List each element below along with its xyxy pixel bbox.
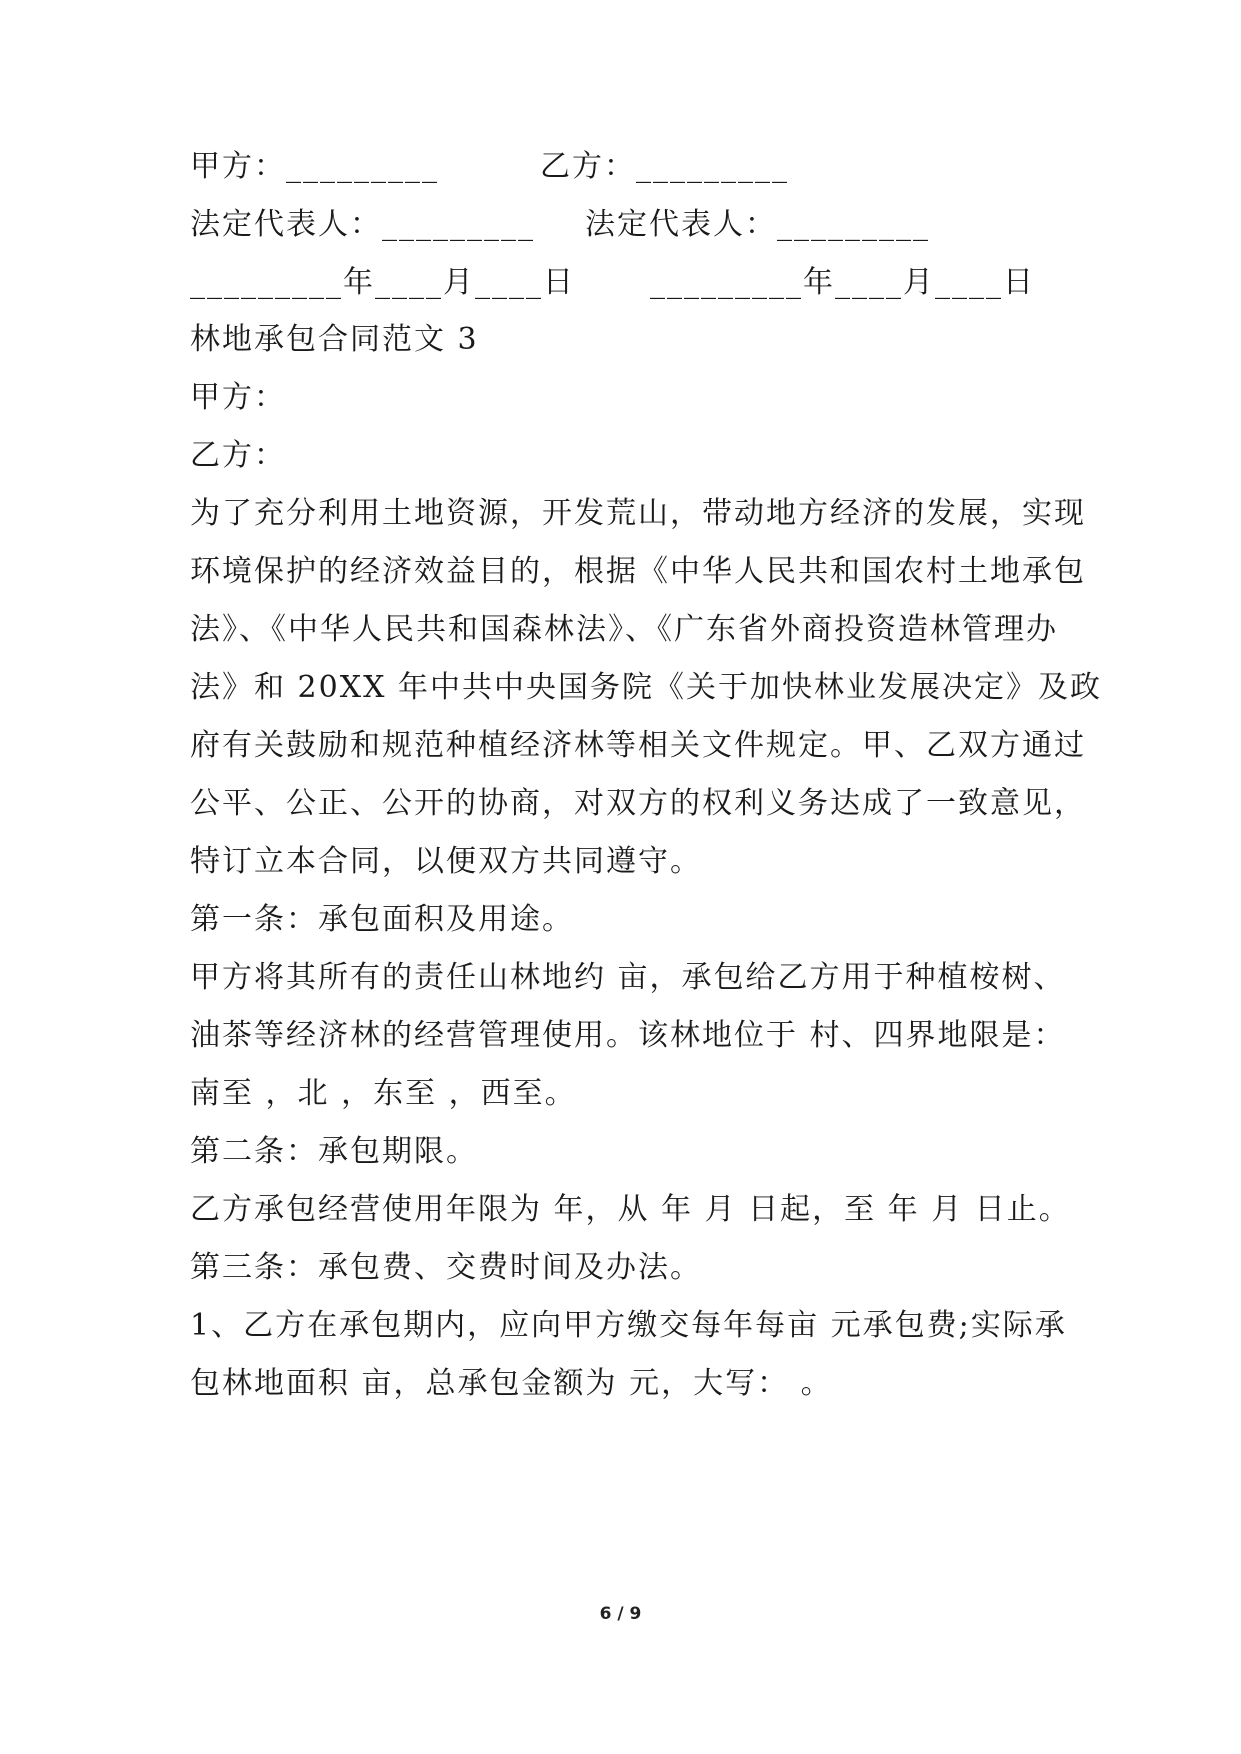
preamble-line: 法》、《中华人民共和国森林法》、《广东省外商投资造林管理办 [190,612,1058,647]
signature-rep-b: 法定代表人：_________ [585,207,930,242]
signature-party-b: 乙方：_________ [540,149,789,184]
doc-title: 林地承包合同范文 3 [190,322,479,357]
preamble-line: 法》和 20XX 年中共中央国务院《关于加快林业发展决定》及政 [190,670,1102,705]
preamble-line: 环境保护的经济效益目的，根据《中华人民共和国农村土地承包 [190,554,1086,589]
signature-party-a: 甲方：_________ [190,149,439,184]
signature-rep-a: 法定代表人：_________ [190,207,535,242]
preamble-line: 府有关鼓励和规范种植经济林等相关文件规定。甲、乙双方通过 [190,728,1086,763]
article1-line: 南至 ，北 ，东至 ，西至。 [190,1076,577,1111]
doc-party-a: 甲方： [190,380,286,415]
preamble-line: 为了充分利用土地资源，开发荒山，带动地方经济的发展，实现 [190,496,1086,531]
article2-body: 乙方承包经营使用年限为 年，从 年 月 日起，至 年 月 日止。 [190,1192,1071,1227]
signature-date-b: _________年____月____日 [650,265,1035,300]
doc-party-b: 乙方： [190,438,286,473]
article3-line: 包林地面积 亩，总承包金额为 元，大写： 。 [190,1366,833,1401]
preamble-line: 特订立本合同，以便双方共同遵守。 [190,844,702,879]
preamble-line: 公平、公正、公开的协商，对双方的权利义务达成了一致意见， [190,786,1086,821]
article3-line: 1、乙方在承包期内，应向甲方缴交每年每亩 元承包费;实际承 [190,1308,1067,1343]
signature-date-a: _________年____月____日 [190,265,575,300]
article3-title: 第三条：承包费、交费时间及办法。 [190,1250,702,1285]
article2-title: 第二条：承包期限。 [190,1134,478,1169]
article1-title: 第一条：承包面积及用途。 [190,902,574,937]
article1-line: 油茶等经济林的经营管理使用。该林地位于 村、四界地限是： [190,1018,1066,1053]
page-number: 6 / 9 [599,1604,642,1624]
article1-line: 甲方将其所有的责任山林地约 亩，承包给乙方用于种植桉树、 [190,960,1066,995]
